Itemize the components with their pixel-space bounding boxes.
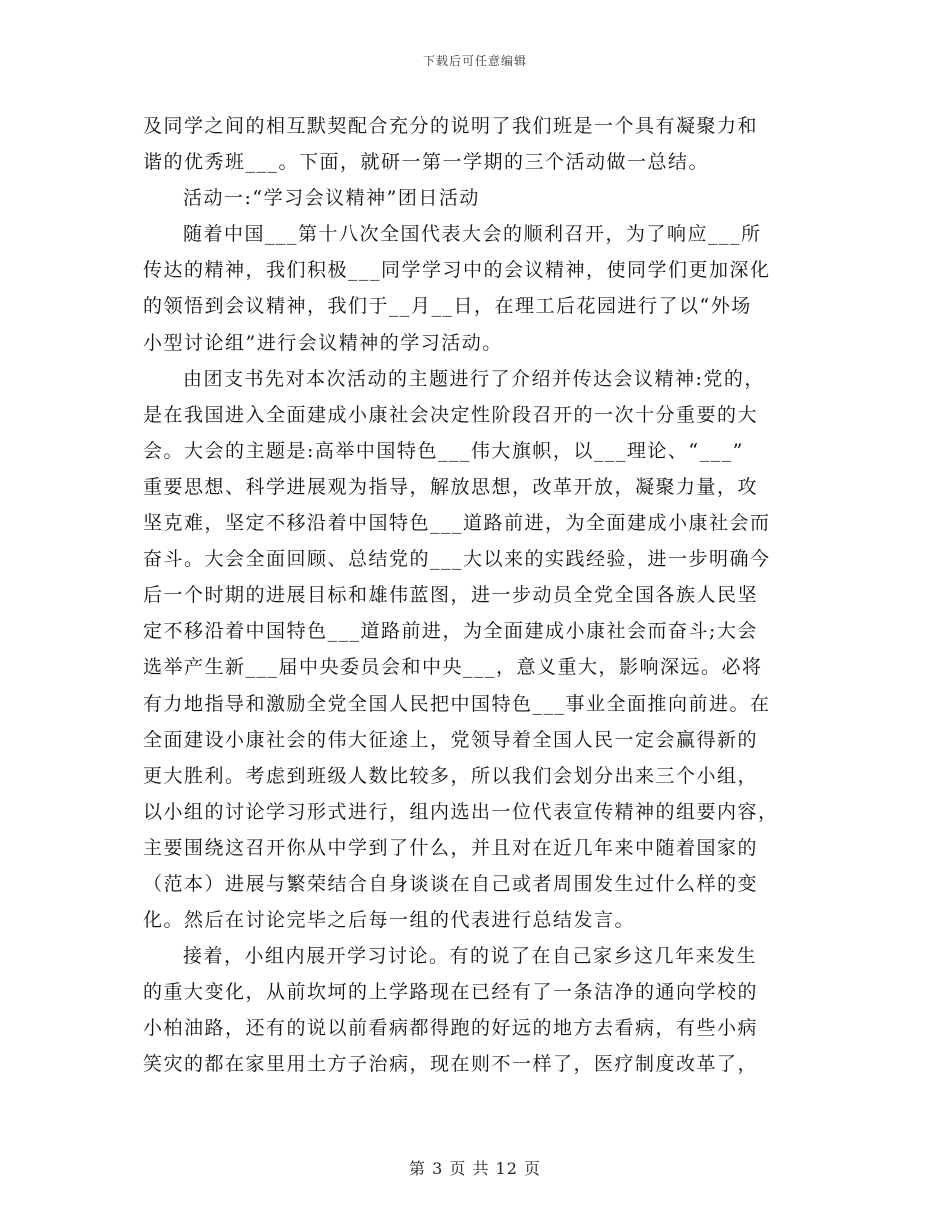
text-line: 谐的优秀班___。下面，就研一第一学期的三个活动做一总结。 xyxy=(143,151,710,174)
text-line: 定不移沿着中国特色___道路前进，为全面建成小康社会而奋斗;大会 xyxy=(143,620,758,643)
text-line: 小型讨论组”进行会议精神的学习活动。 xyxy=(143,331,503,354)
text-line: 选举产生新___届中央委员会和中央___，意义重大，影响深远。必将 xyxy=(143,656,763,679)
page-footer: 第 3 页 共 12 页 xyxy=(409,1159,541,1178)
text-line: 奋斗。大会全面回顾、总结党的___大以来的实践经验，进一步明确今 xyxy=(143,548,771,571)
text-line: 笑灾的都在家里用土方子治病，现在则不一样了，医疗制度改革了， xyxy=(143,1053,759,1076)
text-line: 小柏油路，还有的说以前看病都得跑的好远的地方去看病，有些小病 xyxy=(143,1017,759,1040)
text-line: 有力地指导和激励全党全国人民把中国特色___事业全面推向前进。在 xyxy=(143,692,771,715)
text-line: 接着，小组内展开学习讨论。有的说了在自己家乡这几年来发生 xyxy=(183,945,758,968)
text-line: 更大胜利。考虑到班级人数比较多，所以我们会划分出来三个小组， xyxy=(143,764,759,787)
text-line: （范本）进展与繁荣结合自身谈谈在自己或者周围发生过什么样的变 xyxy=(143,872,759,895)
text-line: 重要思想、科学进展观为指导，解放思想，改革开放，凝聚力量，攻 xyxy=(143,475,759,498)
text-line: 是在我国进入全面建成小康社会决定性阶段召开的一次十分重要的大 xyxy=(143,403,759,426)
text-line: 会。大会的主题是:高举中国特色___伟大旗帜，以___理论、“___” xyxy=(143,439,744,462)
text-line: 由团支书先对本次活动的主题进行了介绍并传达会议精神:党的， xyxy=(183,367,765,390)
text-line: 及同学之间的相互默契配合充分的说明了我们班是一个具有凝聚力和 xyxy=(143,115,759,137)
text-line: 主要围绕这召开你从中学到了什么，并且对在近几年来中随着国家的 xyxy=(143,836,759,859)
document-body xyxy=(143,108,808,1083)
text-line: 活动一:“学习会议精神”团日活动 xyxy=(183,187,480,210)
text-line: 全面建设小康社会的伟大征途上，党领导着全国人民一定会赢得新的 xyxy=(143,728,759,751)
text-line: 坚克难，坚定不移沿着中国特色___道路前进，为全面建成小康社会而 xyxy=(143,512,771,535)
text-line: 后一个时期的进展目标和雄伟蓝图，进一步动员全党全国各族人民坚 xyxy=(143,584,759,607)
text-line: 随着中国___第十八次全国代表大会的顺利召开，为了响应___所 xyxy=(183,223,762,246)
text-line: 化。然后在讨论完毕之后每一组的代表进行总结发言。 xyxy=(143,909,636,932)
page-header: 下载后可任意编辑 xyxy=(422,54,527,68)
text-line: 的领悟到会议精神，我们于__月__日，在理工后花园进行了以“外场 xyxy=(143,295,752,318)
text-line: 传达的精神，我们积极___同学学习中的会议精神，使同学们更加深化 xyxy=(143,259,771,282)
text-line: 以小组的讨论学习形式进行，组内选出一位代表宣传精神的组要内容， xyxy=(143,800,779,823)
text-line: 的重大变化，从前坎坷的上学路现在已经有了一条洁净的通向学校的 xyxy=(143,981,759,1004)
